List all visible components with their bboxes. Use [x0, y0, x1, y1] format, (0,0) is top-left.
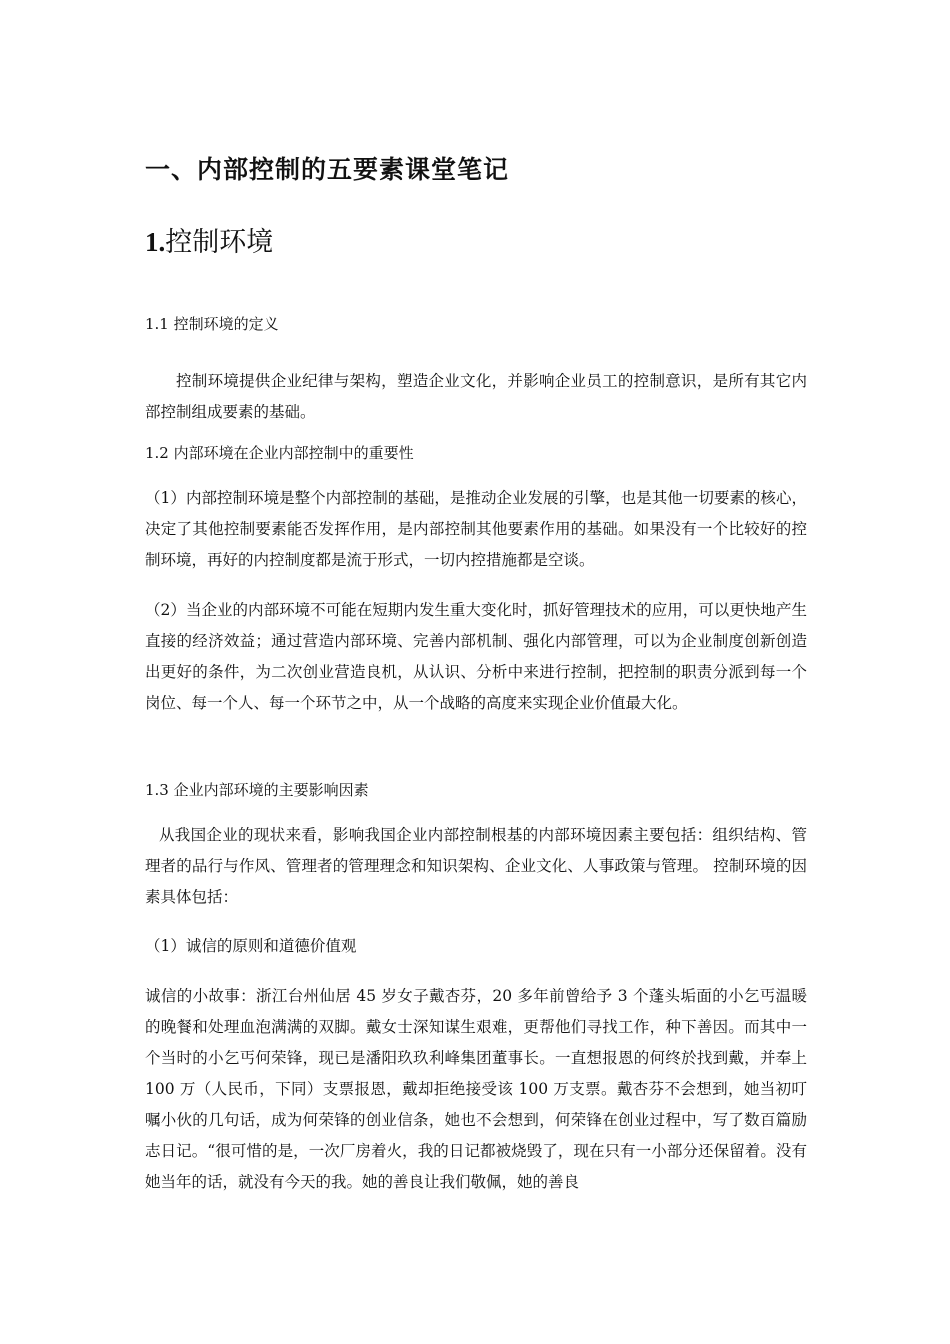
- subheading-1-2: 1.2 内部环境在企业内部控制中的重要性: [145, 444, 414, 462]
- section-number: 1.: [145, 227, 166, 257]
- subheading-1-1: 1.1 控制环境的定义: [145, 315, 279, 333]
- paragraph-importance-2: （2）当企业的内部环境不可能在短期内发生重大变化时，抓好管理技术的应用，可以更快地产生直接的经济效益；通过营造内部环境、完善内部机制、强化内部管理，可以为企业制度创新创造出更好的条件，为二次创业营造良机，从认识、分析中来进行控制，把控制的职责分派到每一个岗位、每一个人、每一个环节之中，从一个战略的高度来实现企业价值最大化。: [145, 601, 807, 712]
- paragraph-importance-1: （1）内部控制环境是整个内部控制的基础，是推动企业发展的引擎，也是其他一切要素的核心，决定了其他控制要素能否发挥作用，是内部控制其他要素作用的基础。如果没有一个比较好的控制环境，再好的内控制度都是流于形式，一切内控措施都是空谈。: [145, 489, 807, 569]
- paragraph-factors: 从我国企业的现状来看，影响我国企业内部控制根基的内部环境因素主要包括：组织结构、管理者的品行与作风、管理者的管理理念和知识架构、企业文化、人事政策与管理。 控制环境的因素具体包括：: [145, 826, 807, 906]
- section-label: 控制环境: [165, 227, 274, 258]
- document-title: 一、内部控制的五要素课堂笔记: [145, 155, 510, 184]
- paragraph-definition: 控制环境提供企业纪律与架构，塑造企业文化，并影响企业员工的控制意识，是所有其它内部控制组成要素的基础。: [145, 372, 807, 421]
- list-item-integrity: （1）诚信的原则和道德价值观: [145, 937, 357, 955]
- subheading-1-3: 1.3 企业内部环境的主要影响因素: [145, 781, 369, 799]
- section-heading-control-environment: [145, 222, 807, 263]
- paragraph-integrity-story: 诚信的小故事：浙江台州仙居 45 岁女子戴杏芬，20 多年前曾给予 3 个蓬头垢面的小乞丐温暖的晚餐和处理血泡满满的双脚。戴女士深知谋生艰难，更帮他们寻找工作，种下善因。而其中一个当时的小乞丐何荣锋，现已是潘阳玖玖利峰集团董事长。一直想报恩的何终於找到戴，并奉上 100 万（人民币，下同）支票报恩，戴却拒绝接受该 100 万支票。戴杏芬不会想到，她当初叮嘱小伙的几句话，成为何荣锋的创业信条，她也不会想到，何荣锋在创业过程中，写了数百篇励志日记。“很可惜的是，一次厂房着火，我的日记都被烧毁了，现在只有一小部分还保留着。没有她当年的话，就没有今天的我。她的善良让我们敬佩，她的善良: [145, 987, 807, 1191]
